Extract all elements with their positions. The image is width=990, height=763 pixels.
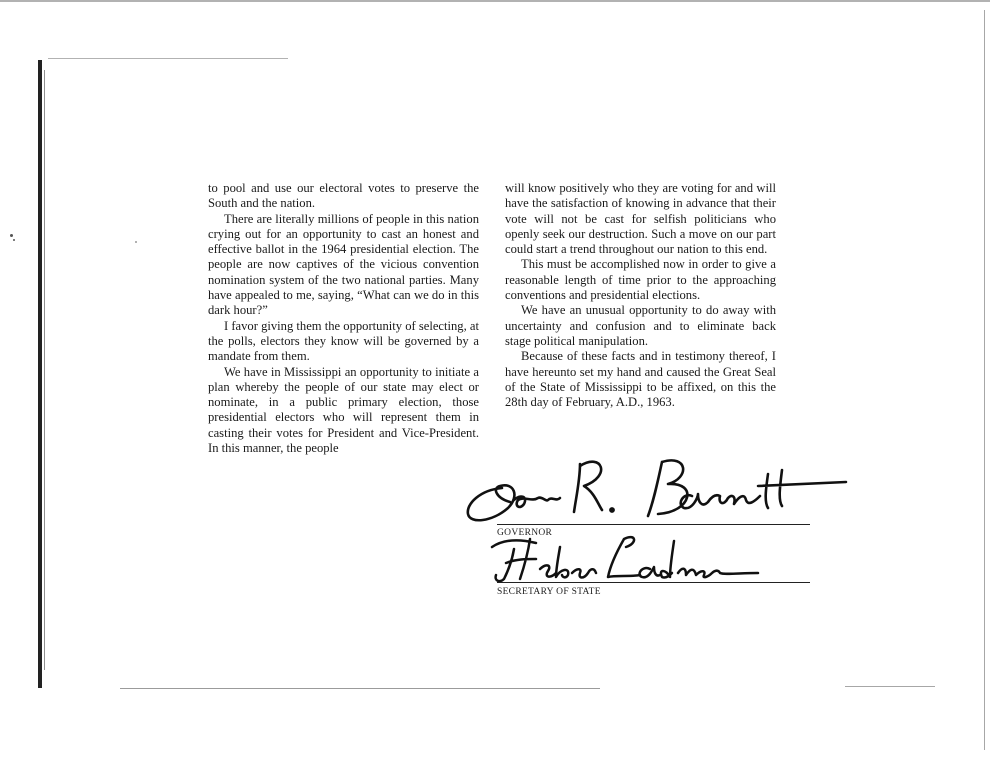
right-paragraph: Because of these facts and in testimony thereof, I have hereunto set my hand and caused the Great Seal of the State of Mississippi to be affixed, on this the 28th day of February, A.D., 1963. bbox=[505, 349, 776, 410]
scan-speck bbox=[135, 241, 137, 243]
left-paragraph: to pool and use our electoral votes to preserve the South and the nation. bbox=[208, 181, 479, 211]
governor-signature-line bbox=[497, 524, 810, 525]
right-paragraph: We have an unusual opportunity to do away with uncertainty and confusion and to eliminate back stage political manipulation. bbox=[505, 303, 776, 348]
scan-left-binding-edge bbox=[38, 60, 42, 688]
scan-top-border bbox=[0, 0, 990, 2]
secretary-caption: SECRETARY OF STATE bbox=[497, 587, 601, 597]
governor-caption: GOVERNOR bbox=[497, 528, 553, 538]
scan-top-dash bbox=[48, 58, 288, 59]
right-paragraph: This must be accomplished now in order to give a reasonable length of time prior to the approaching conventions and presidential elections. bbox=[505, 257, 776, 303]
scan-speck bbox=[13, 239, 15, 241]
scan-speck bbox=[10, 234, 13, 237]
left-paragraph: We have in Mississippi an opportunity to initiate a plan whereby the people of our state may elect or nominate, in a public primary election, those presidential electors who will represent them in casting their votes for President and Vice-President. In this manner, the people bbox=[208, 364, 479, 456]
secretary-signature-line bbox=[497, 582, 810, 583]
secretary-signature bbox=[490, 533, 760, 585]
left-paragraph: I favor giving them the opportunity of selecting, at the polls, electors they know will be governed by a mandate from them. bbox=[208, 318, 479, 364]
scan-left-binding-edge-inner bbox=[44, 70, 45, 670]
governor-signature bbox=[462, 452, 847, 527]
left-paragraph: There are literally millions of people in this nation crying out for an opportunity to cast an honest and effective ballot in the 1964 presidential election. The people are now captives of the vicious convention nomination system of the two national parties. Many have appealed to me, saying, “What can we do in this dark hour?” bbox=[208, 211, 479, 318]
left-text-column bbox=[208, 181, 479, 456]
scan-bottom-dash-right bbox=[845, 686, 935, 687]
right-text-column bbox=[505, 181, 776, 410]
scan-right-edge bbox=[984, 10, 985, 750]
right-paragraph: will know positively who they are voting for and will have the satisfaction of knowing in advance that their vote will not be cast for selfish politicians who openly seek our destruction. Such a move on our part could start a trend throughout our nation to this end. bbox=[505, 181, 776, 257]
scan-bottom-dash bbox=[120, 688, 600, 689]
